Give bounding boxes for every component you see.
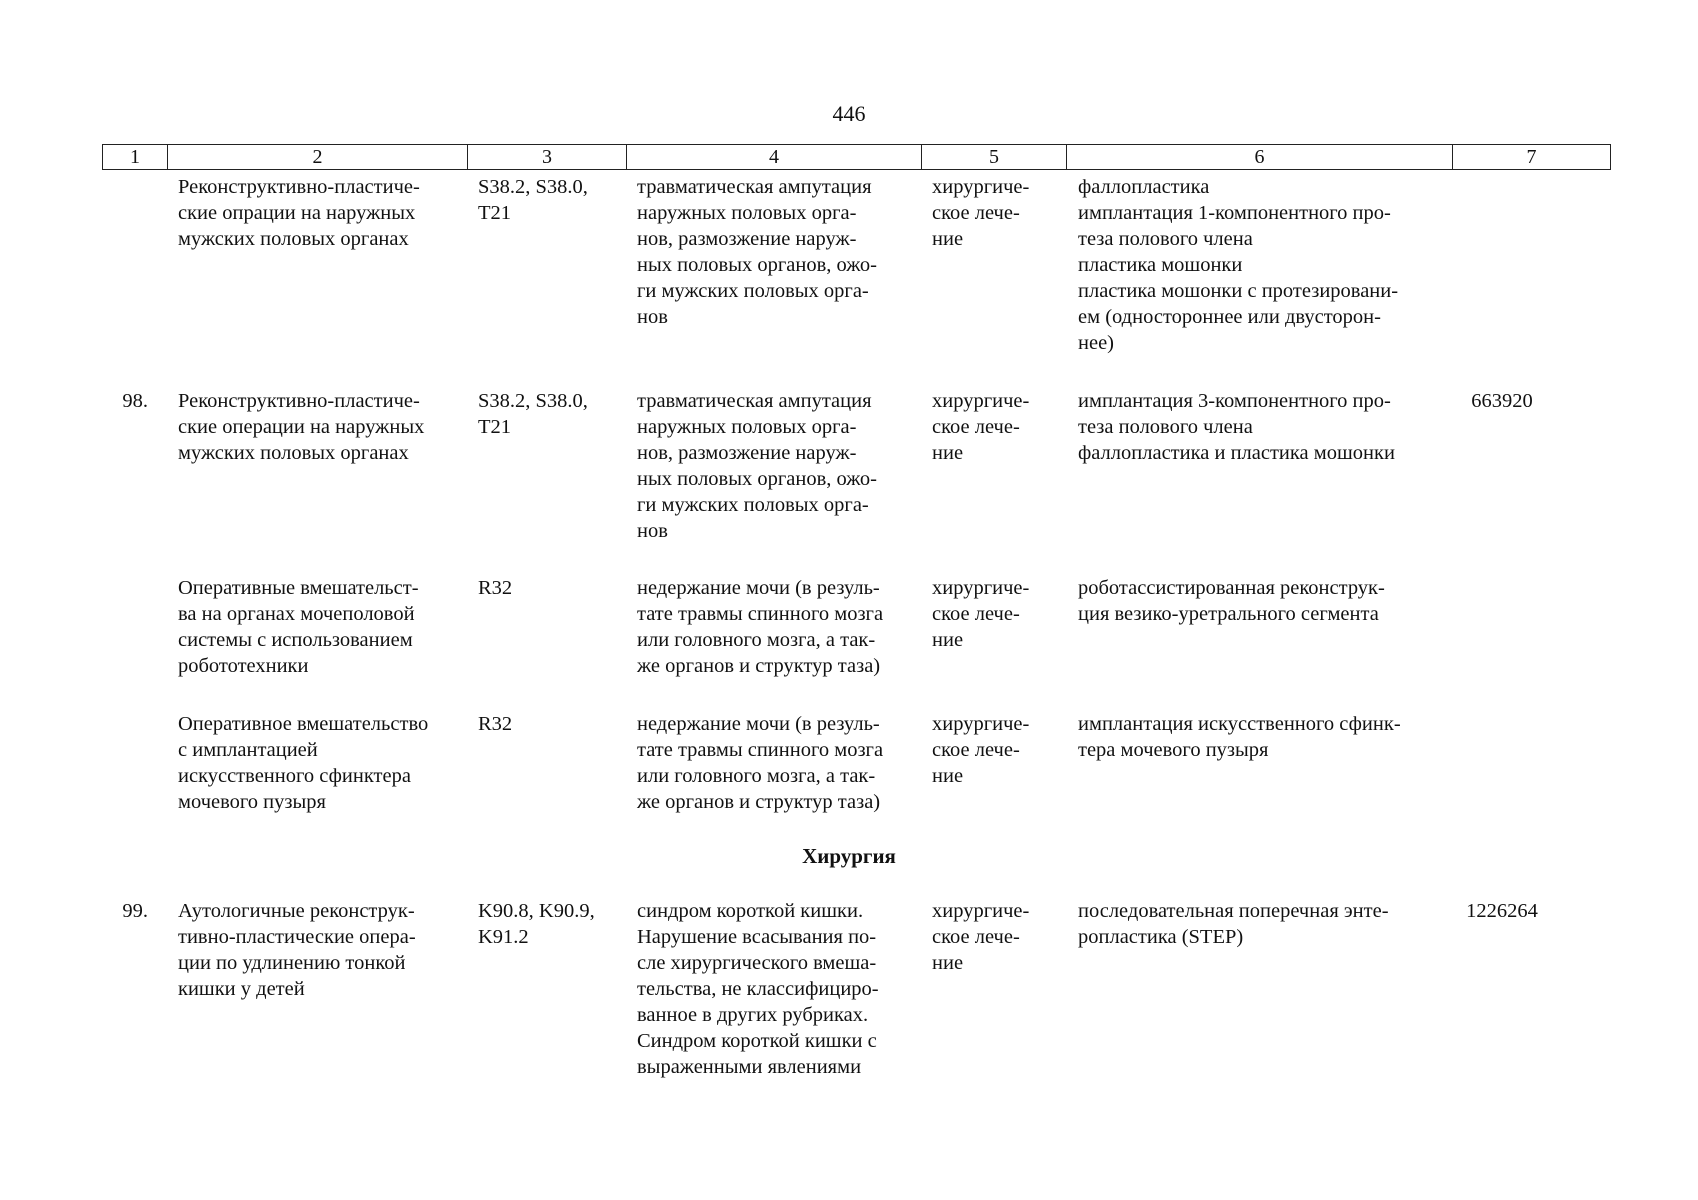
diagnosis: недержание мочи (в резуль- тате травмы спинного мозга или головного мозга, а так- же органов и структур таза) [637,713,884,813]
cost-value: 663920 [1471,390,1533,412]
treatment-type: хирургиче- ское лече- ние [932,390,1030,464]
icd-codes: S38.2, S38.0, T21 [478,390,588,438]
diagnosis: травматическая ампутация наружных половых орга- нов, размозжение наруж- ных половых органов, ожо- ги мужских половых орга- нов [637,390,878,542]
diagnosis: недержание мочи (в резуль- тате травмы спинного мозга или головного мозга, а так- же органов и структур таза) [637,577,884,677]
column-header-5: 5 [922,145,1067,170]
procedure-name: Реконструктивно-пластиче- ские операции на наружных мужских половых органах [178,390,425,464]
section-title: Хирургия [802,844,896,868]
column-header-3: 3 [468,145,627,170]
treatment-method: фаллопластика имплантация 1-компонентного про- теза полового члена пластика мошонки пластика мошонки с протезировани- ем (одностороннее или двусторон- нее) [1078,176,1399,354]
treatment-type: хирургиче- ское лече- ние [932,176,1030,250]
procedure-name: Оперативное вмешательство с имплантацией искусственного сфинктера мочевого пузыря [178,713,429,813]
column-header-table [102,144,1611,170]
column-header-1: 1 [103,145,168,170]
column-header-6: 6 [1067,145,1453,170]
row-number: 99. [122,900,148,922]
procedure-name: Реконструктивно-пластиче- ские опрации на наружных мужских половых органах [178,176,420,250]
row-number: 98. [122,390,148,412]
treatment-method: имплантация 3-компонентного про- теза полового члена фаллопластика и пластика мошонки [1078,390,1395,464]
treatment-type: хирургиче- ское лече- ние [932,713,1030,787]
icd-codes: R32 [478,577,513,599]
column-header-row [103,145,1611,170]
treatment-method: роботассистированная реконструк- ция везико-уретрального сегмента [1078,577,1385,625]
column-header-7: 7 [1453,145,1611,170]
column-header-4: 4 [627,145,922,170]
diagnosis: синдром короткой кишки. Нарушение всасывания по- сле хирургического вмеша- тельства, не классифициро- ванное в других рубриках. Синдром короткой кишки с выраженными явлениями [637,900,879,1078]
page-number: 446 [832,101,866,126]
treatment-type: хирургиче- ское лече- ние [932,577,1030,651]
icd-codes: S38.2, S38.0, T21 [478,176,588,224]
treatment-type: хирургиче- ское лече- ние [932,900,1030,974]
cost-value: 1226264 [1466,900,1538,922]
diagnosis: травматическая ампутация наружных половых орга- нов, размозжение наруж- ных половых органов, ожо- ги мужских половых орга- нов [637,176,878,328]
icd-codes: K90.8, K90.9, K91.2 [478,900,595,948]
treatment-method: последовательная поперечная энте- ропластика (STEP) [1078,900,1389,948]
column-header-2: 2 [168,145,468,170]
procedure-name: Оперативные вмешательст- ва на органах мочеполовой системы с использованием робототехники [178,577,419,677]
icd-codes: R32 [478,713,513,735]
treatment-method: имплантация искусственного сфинк- тера мочевого пузыря [1078,713,1401,761]
procedure-name: Аутологичные реконструк- тивно-пластические опера- ции по удлинению тонкой кишки у детей [178,900,416,1000]
